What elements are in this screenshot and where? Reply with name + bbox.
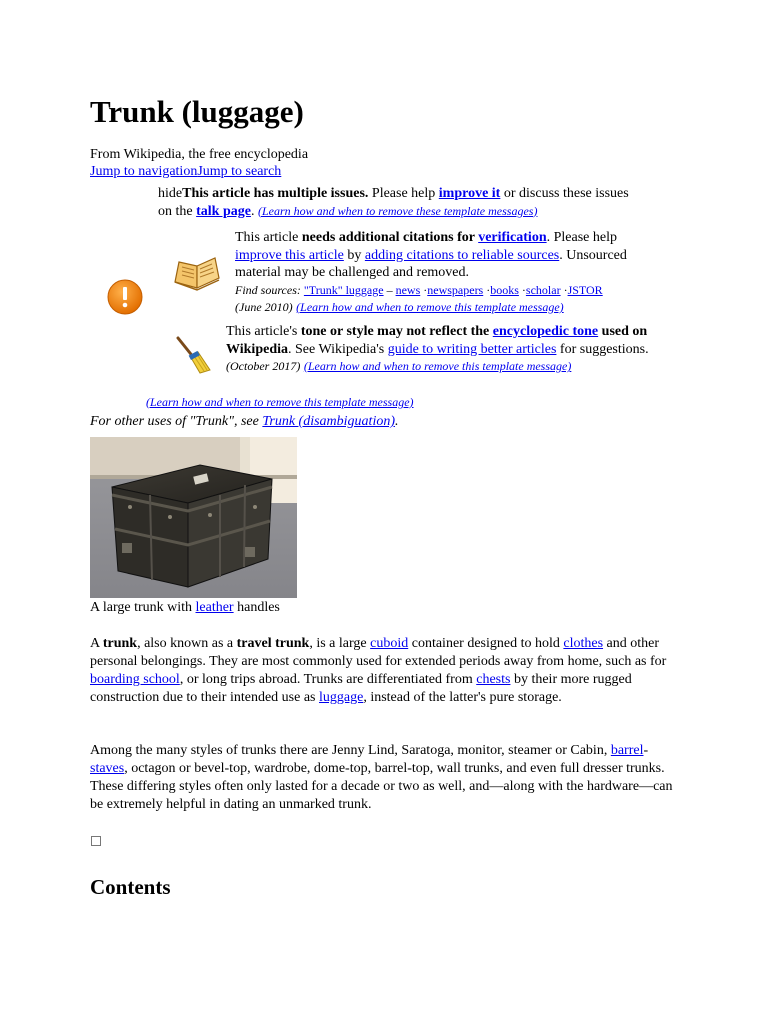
term-travel-trunk: travel trunk <box>236 636 310 651</box>
image-caption <box>90 599 280 617</box>
citations-bold: needs additional citations for <box>301 230 479 245</box>
para-text: container designed to hold <box>408 636 564 651</box>
citations-text: . Please help <box>546 230 617 245</box>
book-icon <box>173 252 221 292</box>
barrel-link[interactable]: barrel <box>610 743 644 758</box>
para-text: by their more rugged construction due to their intended use as <box>90 672 632 705</box>
encyclopedic-tone-link[interactable]: encyclopedic tone <box>492 324 599 339</box>
learn-remove-message-link[interactable]: (Learn how and when to remove this template message) <box>146 395 414 409</box>
jump-to-search-link[interactable]: Jump to search <box>197 164 282 179</box>
sources-sep: · <box>420 282 428 297</box>
tone-notice <box>226 323 656 376</box>
tone-date: (October 2017) <box>226 359 301 373</box>
multiple-issues-box <box>158 185 638 220</box>
jump-links <box>90 163 281 181</box>
para-text: Among the many styles of trunks there are Jenny Lind, Saratoga, monitor, steamer or Cabin, <box>90 743 611 758</box>
improve-article-link[interactable]: improve this article <box>235 247 344 263</box>
warning-icon <box>107 279 143 315</box>
learn-remove-message-link[interactable]: (Learn how and when to remove this template message) <box>303 359 572 373</box>
luggage-link[interactable]: luggage <box>319 690 364 705</box>
source-books-link[interactable]: books <box>490 282 519 297</box>
issues-heading: This article has multiple issues. <box>182 186 369 201</box>
source-news-link[interactable]: news <box>395 282 421 297</box>
para-text: , octagon or bevel-top, wardrobe, dome-top, barrel-top, wall trunks, and even full dresser trunks. These differing styles often only lasted for a decade or two as well, and—along with the hardware—can be extremely helpful in dating an unmarked trunk. <box>90 761 673 812</box>
term-trunk: trunk <box>102 636 138 651</box>
para-text: and other personal belongings. They are most commonly used for extended periods away from home, such as for <box>90 636 667 669</box>
sources-sep: · <box>560 282 568 297</box>
citations-text: . Unsourced material may be challenged and removed. <box>235 247 627 280</box>
sources-sep: · <box>518 282 526 297</box>
broom-icon <box>174 336 212 374</box>
leather-link[interactable]: leather <box>195 600 234 615</box>
learn-remove-message-link[interactable]: (Learn how and when to remove this template message) <box>296 300 564 314</box>
hide-toggle[interactable]: hide <box>158 186 183 201</box>
citations-notice <box>235 229 655 317</box>
para-text: A <box>90 636 103 651</box>
caption-text: A large trunk with <box>90 600 196 615</box>
trunk-disambiguation-link[interactable]: Trunk (disambiguation) <box>262 414 395 429</box>
tone-text: . See Wikipedia's <box>288 341 388 357</box>
issues-text: Please help <box>368 186 439 201</box>
para-text: , instead of the latter's pure storage. <box>363 690 562 705</box>
learn-remove-messages-link[interactable]: (Learn how and when to remove these template messages) <box>257 203 538 218</box>
jump-to-navigation-link[interactable]: Jump to navigation <box>90 164 198 179</box>
citations-date: (June 2010) <box>235 300 293 314</box>
verification-link[interactable]: verification <box>478 230 547 245</box>
sources-sep: · <box>483 282 491 297</box>
tone-text: for suggestions. <box>556 341 649 357</box>
caption-text: handles <box>233 600 280 615</box>
toc-checkbox[interactable] <box>91 836 101 846</box>
hatnote-text: . <box>395 414 399 429</box>
tone-bold: used on Wikipedia <box>226 324 648 357</box>
tone-bold: tone or style may not reflect the <box>300 324 493 339</box>
source-newspapers-link[interactable]: newspapers <box>427 282 484 297</box>
para-text: - <box>643 743 649 758</box>
hatnote <box>90 413 399 431</box>
chests-link[interactable]: chests <box>476 672 511 687</box>
source-jstor-link[interactable]: JSTOR <box>567 282 603 297</box>
source-trunk-link[interactable]: "Trunk" luggage <box>303 282 384 297</box>
page-title: Trunk (luggage) <box>90 94 304 129</box>
hatnote-text: For other uses of "Trunk", see <box>90 414 263 429</box>
find-sources-label: Find sources: <box>235 282 304 297</box>
para-text: , also known as a <box>137 636 237 651</box>
talk-page-link[interactable]: talk page <box>196 203 251 219</box>
improve-it-link[interactable]: improve it <box>438 186 501 201</box>
staves-link[interactable]: staves <box>90 761 125 776</box>
styles-paragraph <box>90 742 680 814</box>
outer-learn <box>146 393 414 411</box>
site-subtitle: From Wikipedia, the free encyclopedia <box>90 147 309 162</box>
para-text: , is a large <box>309 636 371 651</box>
para-text: , or long trips abroad. Trunks are differentiated from <box>179 672 477 687</box>
citations-text: This article <box>235 230 302 245</box>
sources-sep: – <box>383 282 396 297</box>
intro-paragraph <box>90 635 680 707</box>
tone-text: This article's <box>226 324 301 339</box>
cuboid-link[interactable]: cuboid <box>370 636 409 651</box>
boarding-school-link[interactable]: boarding school <box>90 672 180 687</box>
clothes-link[interactable]: clothes <box>563 636 604 651</box>
issues-text: . <box>250 203 258 219</box>
contents-heading: Contents <box>90 875 171 899</box>
issues-text: or discuss these issues on the <box>158 186 629 219</box>
trunk-photo[interactable] <box>90 437 297 598</box>
source-scholar-link[interactable]: scholar <box>525 282 561 297</box>
citations-text: by <box>343 247 365 263</box>
adding-citations-link[interactable]: adding citations to reliable sources <box>364 247 560 263</box>
guide-writing-link[interactable]: guide to writing better articles <box>387 341 557 357</box>
